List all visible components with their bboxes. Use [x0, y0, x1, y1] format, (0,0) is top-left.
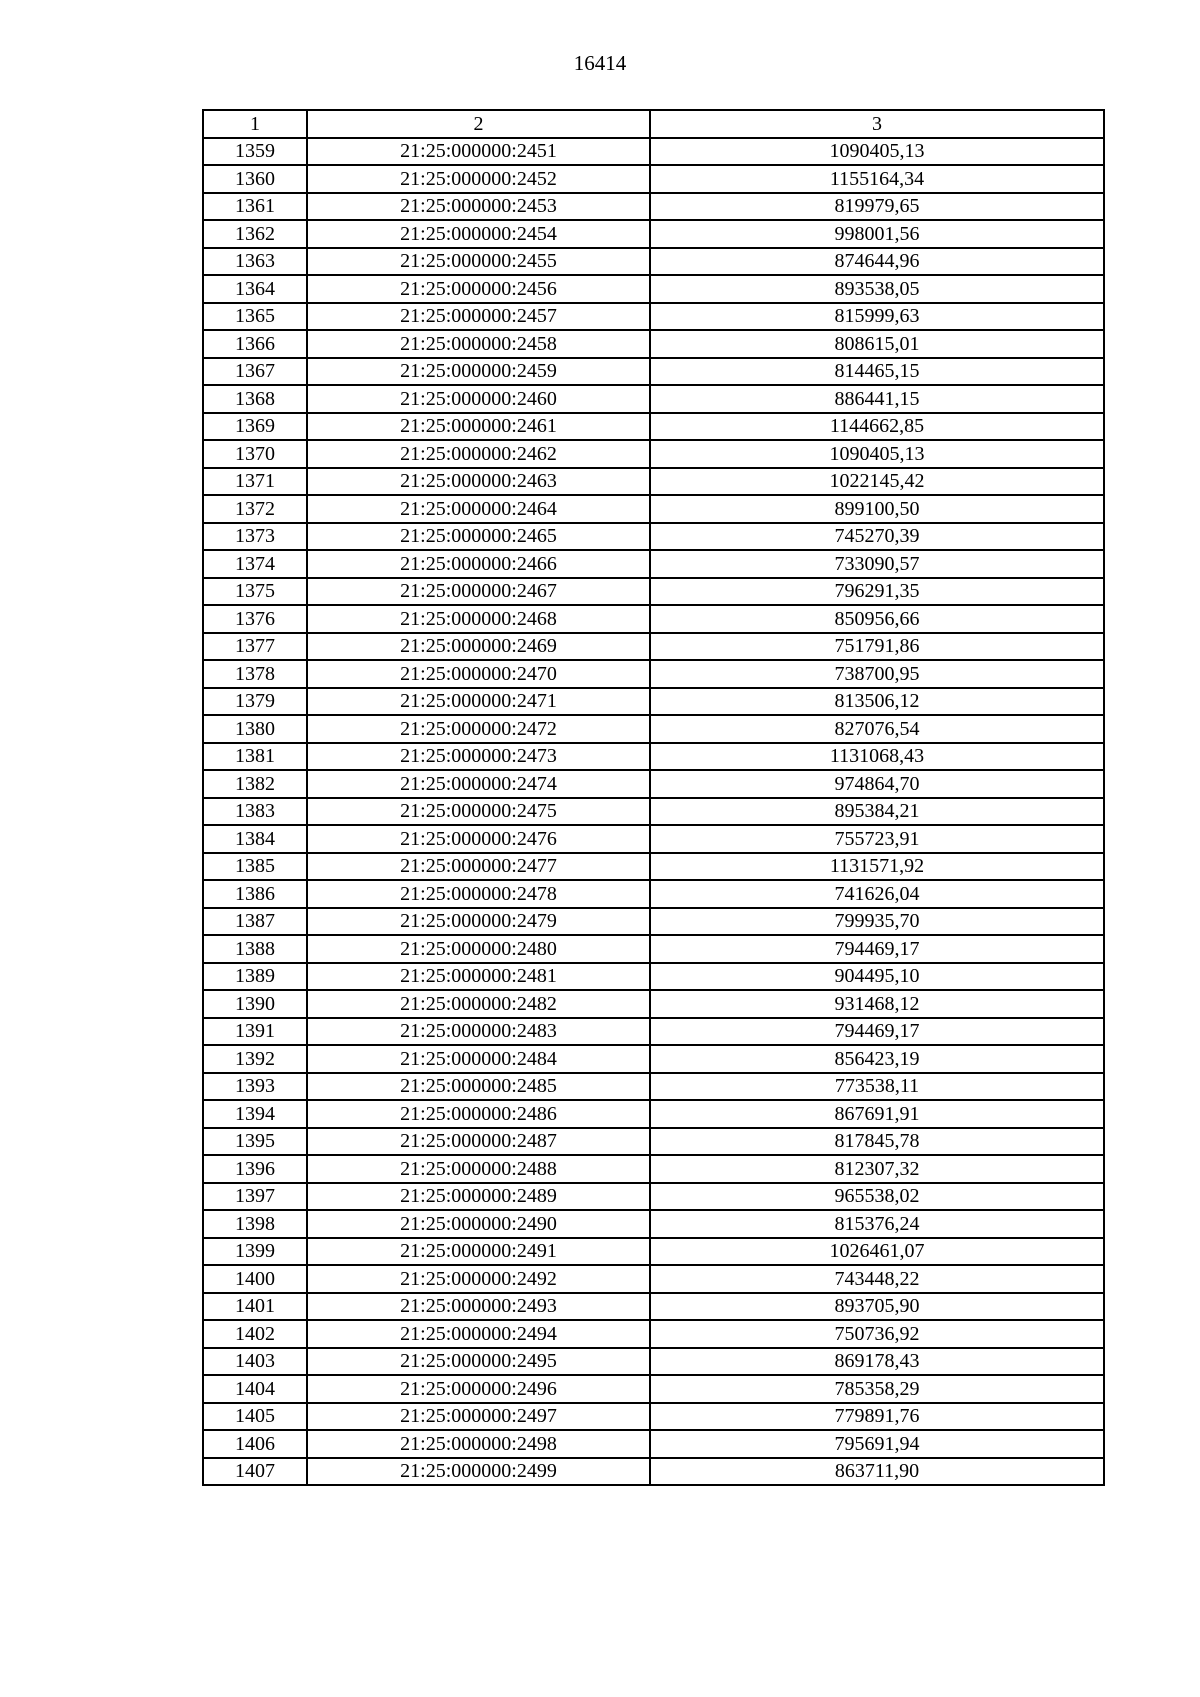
- cadastral-number-cell: 21:25:000000:2497: [307, 1403, 650, 1431]
- table-row: [203, 440, 1104, 468]
- value-cell: 1131571,92: [650, 853, 1104, 881]
- value-cell: 819979,65: [650, 193, 1104, 221]
- row-number-cell: 1403: [203, 1348, 307, 1376]
- row-number-cell: 1364: [203, 275, 307, 303]
- value-cell: 974864,70: [650, 770, 1104, 798]
- row-number-cell: 1362: [203, 220, 307, 248]
- cadastral-number-cell: 21:25:000000:2495: [307, 1348, 650, 1376]
- table-row: [203, 413, 1104, 441]
- row-number-cell: 1374: [203, 550, 307, 578]
- value-cell: 867691,91: [650, 1100, 1104, 1128]
- value-cell: 738700,95: [650, 660, 1104, 688]
- row-number-cell: 1363: [203, 248, 307, 276]
- row-number-cell: 1361: [203, 193, 307, 221]
- table-row: [203, 715, 1104, 743]
- cadastral-number-cell: 21:25:000000:2480: [307, 935, 650, 963]
- cadastral-number-cell: 21:25:000000:2470: [307, 660, 650, 688]
- cadastral-number-cell: 21:25:000000:2499: [307, 1458, 650, 1486]
- value-cell: 813506,12: [650, 688, 1104, 716]
- cadastral-number-cell: 21:25:000000:2467: [307, 578, 650, 606]
- cadastral-number-cell: 21:25:000000:2475: [307, 798, 650, 826]
- cadastral-number-cell: 21:25:000000:2460: [307, 385, 650, 413]
- cadastral-number-cell: 21:25:000000:2478: [307, 880, 650, 908]
- table-row: [203, 165, 1104, 193]
- row-number-cell: 1387: [203, 908, 307, 936]
- value-cell: 794469,17: [650, 935, 1104, 963]
- table-header-row: [203, 110, 1104, 138]
- cadastral-number-cell: 21:25:000000:2488: [307, 1155, 650, 1183]
- row-number-cell: 1384: [203, 825, 307, 853]
- row-number-cell: 1400: [203, 1265, 307, 1293]
- cadastral-number-cell: 21:25:000000:2473: [307, 743, 650, 771]
- table-row: [203, 1238, 1104, 1266]
- cadastral-number-cell: 21:25:000000:2493: [307, 1293, 650, 1321]
- table-row: [203, 248, 1104, 276]
- row-number-cell: 1369: [203, 413, 307, 441]
- value-cell: 815999,63: [650, 303, 1104, 331]
- row-number-cell: 1396: [203, 1155, 307, 1183]
- row-number-cell: 1368: [203, 385, 307, 413]
- value-cell: 812307,32: [650, 1155, 1104, 1183]
- cadastral-number-cell: 21:25:000000:2472: [307, 715, 650, 743]
- cadastral-number-cell: 21:25:000000:2474: [307, 770, 650, 798]
- cadastral-number-cell: 21:25:000000:2494: [307, 1320, 650, 1348]
- row-number-cell: 1386: [203, 880, 307, 908]
- value-cell: 1022145,42: [650, 468, 1104, 496]
- table-row: [203, 1128, 1104, 1156]
- cadastral-number-cell: 21:25:000000:2453: [307, 193, 650, 221]
- row-number-cell: 1366: [203, 330, 307, 358]
- value-cell: 751791,86: [650, 633, 1104, 661]
- cadastral-number-cell: 21:25:000000:2463: [307, 468, 650, 496]
- value-cell: 965538,02: [650, 1183, 1104, 1211]
- value-cell: 779891,76: [650, 1403, 1104, 1431]
- value-cell: 817845,78: [650, 1128, 1104, 1156]
- value-cell: 931468,12: [650, 990, 1104, 1018]
- value-cell: 850956,66: [650, 605, 1104, 633]
- table-row: [203, 358, 1104, 386]
- cadastral-number-cell: 21:25:000000:2490: [307, 1210, 650, 1238]
- row-number-cell: 1381: [203, 743, 307, 771]
- row-number-cell: 1378: [203, 660, 307, 688]
- value-cell: 904495,10: [650, 963, 1104, 991]
- row-number-cell: 1360: [203, 165, 307, 193]
- row-number-cell: 1359: [203, 138, 307, 166]
- table-row: [203, 1348, 1104, 1376]
- table-row: [203, 385, 1104, 413]
- table-row: [203, 908, 1104, 936]
- value-cell: 794469,17: [650, 1018, 1104, 1046]
- row-number-cell: 1372: [203, 495, 307, 523]
- table-row: [203, 1320, 1104, 1348]
- table-row: [203, 138, 1104, 166]
- value-cell: 785358,29: [650, 1375, 1104, 1403]
- table-row: [203, 523, 1104, 551]
- registry-table: [202, 109, 1105, 1486]
- row-number-cell: 1373: [203, 523, 307, 551]
- table-row: [203, 1430, 1104, 1458]
- row-number-cell: 1393: [203, 1073, 307, 1101]
- value-cell: 741626,04: [650, 880, 1104, 908]
- table-row: [203, 605, 1104, 633]
- cadastral-number-cell: 21:25:000000:2482: [307, 990, 650, 1018]
- table-row: [203, 963, 1104, 991]
- cadastral-number-cell: 21:25:000000:2487: [307, 1128, 650, 1156]
- table-row: [203, 798, 1104, 826]
- column-header-1: 1: [203, 110, 307, 138]
- cadastral-number-cell: 21:25:000000:2485: [307, 1073, 650, 1101]
- table-row: [203, 688, 1104, 716]
- value-cell: 1090405,13: [650, 440, 1104, 468]
- value-cell: 856423,19: [650, 1045, 1104, 1073]
- table-row: [203, 853, 1104, 881]
- row-number-cell: 1402: [203, 1320, 307, 1348]
- table-row: [203, 1403, 1104, 1431]
- row-number-cell: 1375: [203, 578, 307, 606]
- row-number-cell: 1397: [203, 1183, 307, 1211]
- table-row: [203, 1100, 1104, 1128]
- value-cell: 750736,92: [650, 1320, 1104, 1348]
- row-number-cell: 1405: [203, 1403, 307, 1431]
- table-row: [203, 1375, 1104, 1403]
- row-number-cell: 1406: [203, 1430, 307, 1458]
- cadastral-number-cell: 21:25:000000:2492: [307, 1265, 650, 1293]
- cadastral-number-cell: 21:25:000000:2462: [307, 440, 650, 468]
- table-row: [203, 743, 1104, 771]
- value-cell: 808615,01: [650, 330, 1104, 358]
- value-cell: 799935,70: [650, 908, 1104, 936]
- row-number-cell: 1385: [203, 853, 307, 881]
- row-number-cell: 1388: [203, 935, 307, 963]
- table-row: [203, 1210, 1104, 1238]
- table-row: [203, 1458, 1104, 1486]
- value-cell: 869178,43: [650, 1348, 1104, 1376]
- row-number-cell: 1376: [203, 605, 307, 633]
- cadastral-number-cell: 21:25:000000:2479: [307, 908, 650, 936]
- cadastral-number-cell: 21:25:000000:2486: [307, 1100, 650, 1128]
- value-cell: 1131068,43: [650, 743, 1104, 771]
- value-cell: 1144662,85: [650, 413, 1104, 441]
- row-number-cell: 1370: [203, 440, 307, 468]
- value-cell: 1090405,13: [650, 138, 1104, 166]
- value-cell: 1026461,07: [650, 1238, 1104, 1266]
- table-body: [203, 138, 1104, 1486]
- table-row: [203, 990, 1104, 1018]
- row-number-cell: 1391: [203, 1018, 307, 1046]
- cadastral-number-cell: 21:25:000000:2481: [307, 963, 650, 991]
- row-number-cell: 1379: [203, 688, 307, 716]
- value-cell: 874644,96: [650, 248, 1104, 276]
- cadastral-number-cell: 21:25:000000:2483: [307, 1018, 650, 1046]
- table-row: [203, 495, 1104, 523]
- cadastral-number-cell: 21:25:000000:2454: [307, 220, 650, 248]
- cadastral-number-cell: 21:25:000000:2458: [307, 330, 650, 358]
- value-cell: 796291,35: [650, 578, 1104, 606]
- row-number-cell: 1377: [203, 633, 307, 661]
- value-cell: 827076,54: [650, 715, 1104, 743]
- value-cell: 743448,22: [650, 1265, 1104, 1293]
- value-cell: 795691,94: [650, 1430, 1104, 1458]
- cadastral-number-cell: 21:25:000000:2466: [307, 550, 650, 578]
- table-row: [203, 275, 1104, 303]
- table-row: [203, 633, 1104, 661]
- cadastral-number-cell: 21:25:000000:2464: [307, 495, 650, 523]
- row-number-cell: 1389: [203, 963, 307, 991]
- row-number-cell: 1383: [203, 798, 307, 826]
- cadastral-number-cell: 21:25:000000:2496: [307, 1375, 650, 1403]
- column-header-3: 3: [650, 110, 1104, 138]
- row-number-cell: 1394: [203, 1100, 307, 1128]
- value-cell: 899100,50: [650, 495, 1104, 523]
- row-number-cell: 1407: [203, 1458, 307, 1486]
- cadastral-number-cell: 21:25:000000:2468: [307, 605, 650, 633]
- table-row: [203, 1293, 1104, 1321]
- cadastral-number-cell: 21:25:000000:2477: [307, 853, 650, 881]
- value-cell: 745270,39: [650, 523, 1104, 551]
- row-number-cell: 1395: [203, 1128, 307, 1156]
- row-number-cell: 1401: [203, 1293, 307, 1321]
- row-number-cell: 1399: [203, 1238, 307, 1266]
- page-number: 16414: [573, 51, 627, 75]
- table-row: [203, 880, 1104, 908]
- value-cell: 893538,05: [650, 275, 1104, 303]
- table-row: [203, 468, 1104, 496]
- cadastral-number-cell: 21:25:000000:2489: [307, 1183, 650, 1211]
- cadastral-number-cell: 21:25:000000:2451: [307, 138, 650, 166]
- column-header-2: 2: [307, 110, 650, 138]
- table-row: [203, 220, 1104, 248]
- value-cell: 733090,57: [650, 550, 1104, 578]
- value-cell: 863711,90: [650, 1458, 1104, 1486]
- table-row: [203, 660, 1104, 688]
- value-cell: 895384,21: [650, 798, 1104, 826]
- row-number-cell: 1390: [203, 990, 307, 1018]
- table-row: [203, 303, 1104, 331]
- row-number-cell: 1371: [203, 468, 307, 496]
- row-number-cell: 1380: [203, 715, 307, 743]
- table-row: [203, 1265, 1104, 1293]
- cadastral-number-cell: 21:25:000000:2469: [307, 633, 650, 661]
- value-cell: 814465,15: [650, 358, 1104, 386]
- cadastral-number-cell: 21:25:000000:2459: [307, 358, 650, 386]
- value-cell: 773538,11: [650, 1073, 1104, 1101]
- table-row: [203, 1018, 1104, 1046]
- row-number-cell: 1365: [203, 303, 307, 331]
- cadastral-number-cell: 21:25:000000:2498: [307, 1430, 650, 1458]
- table-row: [203, 193, 1104, 221]
- row-number-cell: 1404: [203, 1375, 307, 1403]
- cadastral-number-cell: 21:25:000000:2465: [307, 523, 650, 551]
- cadastral-number-cell: 21:25:000000:2456: [307, 275, 650, 303]
- row-number-cell: 1382: [203, 770, 307, 798]
- cadastral-number-cell: 21:25:000000:2471: [307, 688, 650, 716]
- table-row: [203, 578, 1104, 606]
- table-row: [203, 1183, 1104, 1211]
- cadastral-number-cell: 21:25:000000:2452: [307, 165, 650, 193]
- table-row: [203, 1073, 1104, 1101]
- table-row: [203, 550, 1104, 578]
- table-row: [203, 935, 1104, 963]
- table-row: [203, 825, 1104, 853]
- table-row: [203, 1045, 1104, 1073]
- cadastral-number-cell: 21:25:000000:2461: [307, 413, 650, 441]
- cadastral-number-cell: 21:25:000000:2457: [307, 303, 650, 331]
- row-number-cell: 1392: [203, 1045, 307, 1073]
- value-cell: 755723,91: [650, 825, 1104, 853]
- cadastral-number-cell: 21:25:000000:2476: [307, 825, 650, 853]
- table-row: [203, 1155, 1104, 1183]
- cadastral-number-cell: 21:25:000000:2455: [307, 248, 650, 276]
- table-row: [203, 330, 1104, 358]
- row-number-cell: 1398: [203, 1210, 307, 1238]
- cadastral-number-cell: 21:25:000000:2491: [307, 1238, 650, 1266]
- cadastral-number-cell: 21:25:000000:2484: [307, 1045, 650, 1073]
- value-cell: 998001,56: [650, 220, 1104, 248]
- value-cell: 886441,15: [650, 385, 1104, 413]
- value-cell: 1155164,34: [650, 165, 1104, 193]
- value-cell: 893705,90: [650, 1293, 1104, 1321]
- table-row: [203, 770, 1104, 798]
- row-number-cell: 1367: [203, 358, 307, 386]
- value-cell: 815376,24: [650, 1210, 1104, 1238]
